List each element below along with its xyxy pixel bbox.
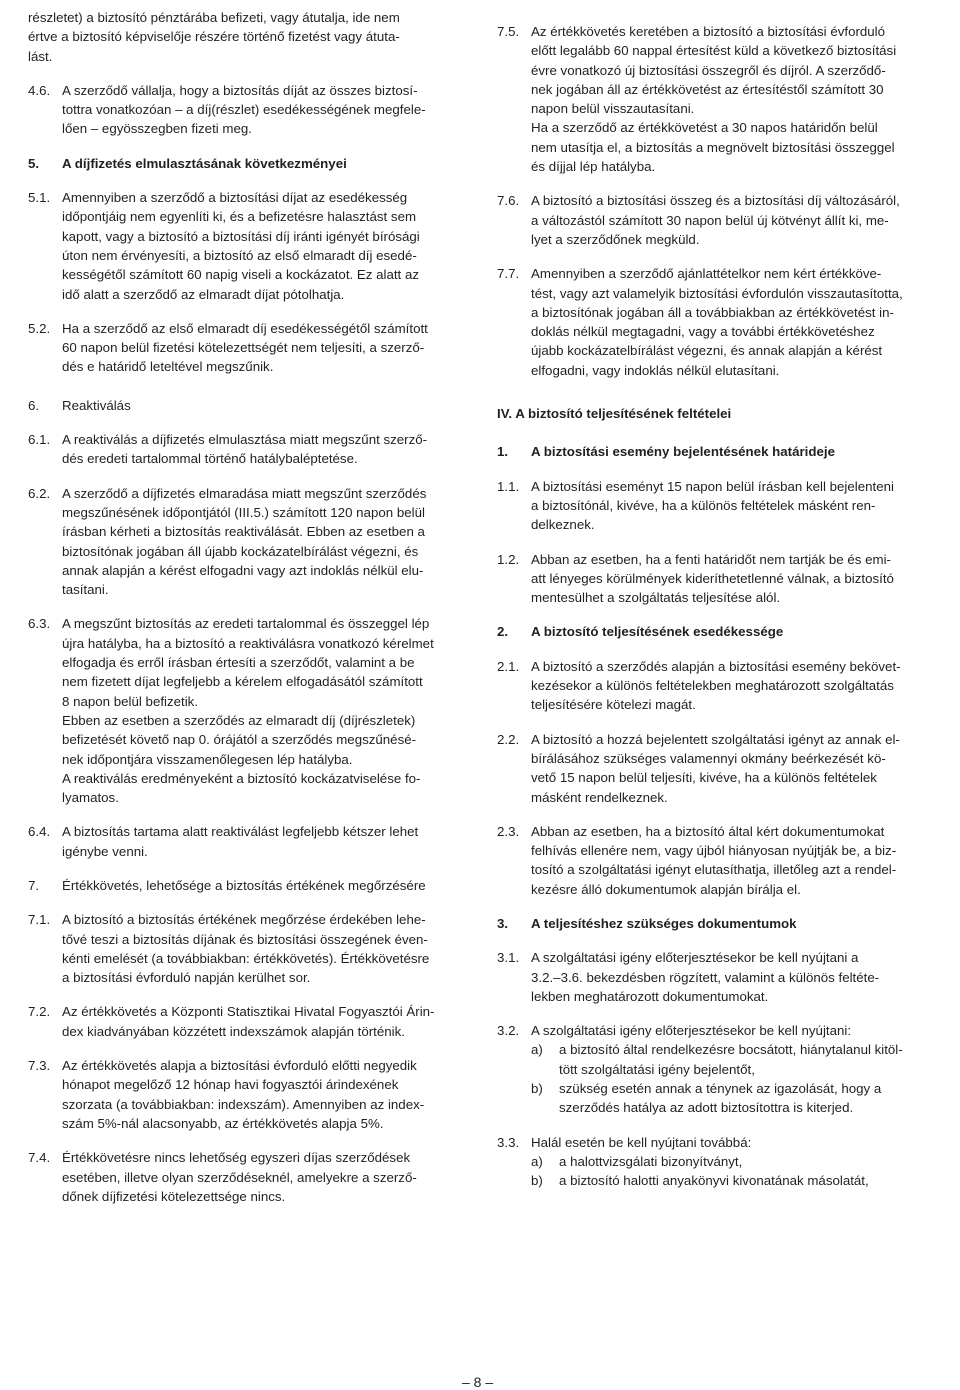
text-line: a biztosítónál, kivéve, ha a különös feltételek másként ren- xyxy=(531,497,876,513)
section-title: A biztosítási esemény bejelentésének határideje xyxy=(531,444,835,460)
paragraph-3-2 xyxy=(497,1021,937,1117)
paragraph-number: 2.3. xyxy=(497,823,520,839)
text-line: elfogadja és erről írásban értesíti a szerződőt, valamint a be xyxy=(62,655,415,671)
list-item xyxy=(531,1171,937,1190)
text-line: tést, vagy azt valamelyik biztosítási évfordulón visszautasította, xyxy=(531,285,903,301)
paragraph-6-3 xyxy=(28,614,468,807)
paragraph-7-1 xyxy=(28,910,468,987)
text-line: idő alatt a szerződő az elmaradt díjat pótolhatja. xyxy=(62,286,345,302)
text-line: Ebben az esetben a szerződés az elmaradt díj (díjrészletek) xyxy=(62,712,416,728)
paragraph-number: 6.3. xyxy=(28,616,51,632)
paragraph-6-2 xyxy=(28,484,468,600)
text-line: att lényeges körülmények kideríthetetlenné válnak, a biztosító xyxy=(531,570,894,586)
text-line: dex kiadványában közzétett indexszámok alapján történik. xyxy=(62,1023,405,1039)
paragraph-number: 4.6. xyxy=(28,82,51,98)
text-line: előtt legalább 60 nappal értesítést küld a következő biztosítási xyxy=(531,43,897,59)
text-line: Amennyiben a szerződő a biztosítási díjat az esedékesség xyxy=(62,190,408,206)
text-line: úton nem érvényesíti, a biztosító az első elmaradt díj esedé- xyxy=(62,247,417,263)
paragraph-7-6 xyxy=(497,191,937,249)
text-line: lyet a szerződőnek megküld. xyxy=(531,231,700,247)
text-line: Az értékkövetés keretében a biztosító a biztosítási évforduló xyxy=(531,24,886,39)
text-line: A reaktiválás eredményeként a biztosító kockázatviselése fo- xyxy=(62,770,421,786)
list-item xyxy=(531,1152,937,1171)
text-line: dés eredeti tartalommal történő hatálybaléptetése. xyxy=(62,451,358,467)
text-line: részletet) a biztosító pénztárába befizeti, vagy átutalja, ide nem xyxy=(28,10,400,25)
paragraph-2-3 xyxy=(497,822,937,899)
list-marker: a) xyxy=(531,1042,543,1058)
paragraph-number: 3.1. xyxy=(497,950,520,966)
paragraph-5-2 xyxy=(28,319,468,377)
paragraph-7-3 xyxy=(28,1056,468,1133)
text-line: biztosítónak jogában áll újabb kockázatelbírálást végezni, és xyxy=(62,543,419,559)
text-line: lyamatos. xyxy=(62,790,119,806)
text-line: nek jogában áll az értékkövetést az értesítéstől számított 30 xyxy=(531,81,884,97)
paragraph-3-1 xyxy=(497,948,937,1006)
text-line: tosító a szolgáltatási igényt elutasíthatja, illetőleg azt a rendel- xyxy=(531,862,897,878)
text-line: évre vonatkozó új biztosítási összegről és díjról. A szerződő- xyxy=(531,62,886,78)
section-number: 5. xyxy=(28,155,40,171)
text-line: időpontjáig nem egyenlíti ki, és a befizetésre halasztást sem xyxy=(62,209,417,225)
section-title: A biztosító teljesítésének esedékessége xyxy=(531,624,784,640)
paragraph-7-5 xyxy=(497,22,937,176)
paragraph-number: 6.1. xyxy=(28,432,51,448)
text-line: tővé teszi a biztosítás díjának és biztosítási összegének éven- xyxy=(62,931,428,947)
text-line: a biztosítási évforduló napján kerülhet sor. xyxy=(62,970,311,986)
section-heading-3 xyxy=(497,914,937,933)
right-column xyxy=(497,22,937,1191)
paragraph-number: 7.2. xyxy=(28,1004,51,1020)
list-item xyxy=(531,1079,937,1118)
paragraph-number: 7.5. xyxy=(497,24,520,39)
text-line: Amennyiben a szerződő ajánlattételkor nem kért értékköve- xyxy=(531,266,882,282)
text-line: mentesülhet a szolgáltatás teljesítése alól. xyxy=(531,590,781,606)
text-line: kezésre álló dokumentumok alapján bírálja el. xyxy=(531,881,801,897)
section-number: 6. xyxy=(28,397,40,413)
section-heading-5 xyxy=(28,154,468,173)
text-line: A biztosító a biztosítási összeg és a biztosítási díj változásáról, xyxy=(531,193,900,209)
text-line: lást. xyxy=(28,48,53,64)
text-line: A biztosító a hozzá bejelentett szolgáltatási igényt az annak el- xyxy=(531,731,900,747)
paragraph-number: 7.6. xyxy=(497,193,520,209)
text-line: kénti emelését (a továbbiakban: értékkövetés). Értékkövetésre xyxy=(62,950,430,966)
text-line: igénybe venni. xyxy=(62,843,148,859)
text-line: annak alapján a kérést elfogadni vagy azt indoklás nélkül elu- xyxy=(62,562,424,578)
text-line: nem utasítja el, a biztosítás a megnövelt biztosítási összeggel xyxy=(531,139,895,155)
text-line: Az értékkövetés a Központi Statisztikai Hivatal Fogyasztói Árin- xyxy=(62,1004,435,1020)
text-line: A megszűnt biztosítás az eredeti tartalommal és összeggel lép xyxy=(62,616,430,632)
paragraph-6-4 xyxy=(28,822,468,861)
paragraph-2-2 xyxy=(497,730,937,807)
text-line: A szerződő a díjfizetés elmaradása miatt megszűnt szerződés xyxy=(62,485,427,501)
text-line: Abban az esetben, ha a fenti határidőt nem tartják be és emi- xyxy=(531,551,891,567)
text-line: a halottvizsgálati bizonyítványt, xyxy=(559,1153,743,1169)
text-line: A biztosító a szerződés alapján a biztosítási esemény bekövet- xyxy=(531,658,901,674)
text-line: dőnek díjfizetési kötelezettsége nincs. xyxy=(62,1188,286,1204)
text-line: elfogadni, vagy indoklás nélkül elutasítani. xyxy=(531,362,780,378)
text-line: vető 15 napon belül teljesíti, kivéve, ha a különös feltételek xyxy=(531,770,877,786)
section-heading-7 xyxy=(28,876,468,895)
text-line: szám 5%-nál alacsonyabb, az értékkövetés alapja 5%. xyxy=(62,1115,384,1131)
text-line: Abban az esetben, ha a biztosító által kért dokumentumokat xyxy=(531,823,885,839)
text-line: és díjjal lép hatályba. xyxy=(531,159,656,175)
paragraph-4-6 xyxy=(28,81,468,139)
paragraph-number: 5.1. xyxy=(28,190,51,206)
list-marker: a) xyxy=(531,1153,543,1169)
paragraph-5-1 xyxy=(28,188,468,304)
text-line: A biztosítási eseményt 15 napon belül írásban kell bejelenteni xyxy=(531,478,894,494)
paragraph-6-1 xyxy=(28,430,468,469)
text-line: felhívás ellenére nem, vagy újból hiányosan nyújtják be, a biz- xyxy=(531,843,897,859)
text-line: a biztosító által rendelkezésre bocsátott, hiánytalanul kitöl- xyxy=(559,1042,903,1058)
text-line: doklás nélkül megtagadni, vagy a további értékkövetéshez xyxy=(531,324,875,340)
section-number: 7. xyxy=(28,877,40,893)
section-title: A teljesítéshez szükséges dokumentumok xyxy=(531,915,797,931)
chapter-heading-iv: IV. A biztosító teljesítésének feltételei xyxy=(497,406,732,422)
text-line: értve a biztosító képviselője részére történő fizetést vagy átuta- xyxy=(28,29,400,45)
paragraph-3-3 xyxy=(497,1133,937,1191)
text-line: 3.2.–3.6. bekezdésben rögzített, valamint a különös feltéte- xyxy=(531,969,880,985)
paragraph-number: 7.1. xyxy=(28,912,51,928)
paragraph-number: 6.2. xyxy=(28,485,51,501)
text-line: újabb kockázatelbírálást végezni, és annak alapján a kérést xyxy=(531,343,883,359)
paragraph-number: 1.2. xyxy=(497,551,520,567)
list-item xyxy=(531,1040,937,1079)
section-heading-6 xyxy=(28,396,468,415)
paragraph-number: 6.4. xyxy=(28,824,51,840)
text-line: A szerződő vállalja, hogy a biztosítás díját az összes biztosí- xyxy=(62,82,418,98)
text-line: tött szolgáltatási igény bejelentőt, xyxy=(559,1061,755,1077)
text-line: A reaktiválás a díjfizetés elmulasztása miatt megszűnt szerző- xyxy=(62,432,428,448)
text-line: kapott, vagy a biztosító a biztosítási díj iránti igényét bírósági xyxy=(62,228,420,244)
text-line: Ha a szerződő az első elmaradt díj esedékességétől számított xyxy=(62,320,428,336)
section-number: 2. xyxy=(497,624,509,640)
text-line: nem fizetett díjat legfeljebb a kérelem elfogadásától számított xyxy=(62,674,423,690)
text-line: a biztosító halotti anyakönyvi kivonatának másolatát, xyxy=(559,1173,869,1189)
text-line: Az értékkövetés alapja a biztosítási évforduló előtti negyedik xyxy=(62,1058,417,1074)
paragraph-7-7 xyxy=(497,264,937,380)
section-title: A díjfizetés elmulasztásának következményei xyxy=(62,155,347,171)
text-line: delkeznek. xyxy=(531,517,595,533)
section-number: 1. xyxy=(497,444,509,460)
text-line: szükség esetén annak a ténynek az igazolását, hogy a xyxy=(559,1081,882,1097)
text-line: megszűnésének időpontjától (III.5.) számított 120 napon belül xyxy=(62,504,425,520)
section-number: 3. xyxy=(497,915,509,931)
text-line: a biztosítónak jogában áll a továbbiakban az értékkövetést in- xyxy=(531,304,894,320)
paragraph-7-4 xyxy=(28,1148,468,1206)
text-line: Értékkövetésre nincs lehetőség egyszeri díjas szerződések xyxy=(62,1150,411,1166)
text-line: 60 napon belül fizetési kötelezettségét nem teljesíti, a szerző- xyxy=(62,340,425,356)
text-line: nek időpontjára visszamenőlegesen lép hatályba. xyxy=(62,751,353,767)
paragraph-number: 5.2. xyxy=(28,320,51,336)
paragraph-intro xyxy=(28,8,468,66)
text-line: napon belül visszautasítani. xyxy=(531,101,695,117)
text-line: lekben meghatározott dokumentumokat. xyxy=(531,988,769,1004)
paragraph-number: 2.1. xyxy=(497,658,520,674)
text-line: a változástól számított 30 napon belül új kötvényt állít ki, me- xyxy=(531,212,889,228)
paragraph-number: 7.7. xyxy=(497,266,520,282)
text-line: másként rendelkeznek. xyxy=(531,789,668,805)
text-line: tottra vonatkozóan – a díj(részlet) esedékességének megfele- xyxy=(62,102,426,118)
text-line: szerződés hatálya az adott biztosítottra is kiterjed. xyxy=(559,1100,854,1116)
section-heading-1 xyxy=(497,442,937,461)
paragraph-number: 3.3. xyxy=(497,1134,520,1150)
text-line: hónapot megelőző 12 hónap havi fogyasztói árindexének xyxy=(62,1077,399,1093)
text-line: lően – egyösszegben fizeti meg. xyxy=(62,121,252,137)
paragraph-1-1 xyxy=(497,477,937,535)
text-line: bírálásához szükséges valamennyi okmány beérkezését kö- xyxy=(531,750,886,766)
text-line: szorzata (a továbbiakban: indexszám). Amennyiben az index- xyxy=(62,1096,425,1112)
page-number: – 8 – xyxy=(462,1374,494,1390)
text-line: esetében, illetve olyan szerződéseknél, amelyekre a szerző- xyxy=(62,1169,417,1185)
text-line: A szolgáltatási igény előterjesztésekor be kell nyújtani a xyxy=(531,950,859,966)
paragraph-number: 7.4. xyxy=(28,1150,51,1166)
text-line: A biztosítás tartama alatt reaktiválást legfeljebb kétszer lehet xyxy=(62,824,419,840)
paragraph-number: 2.2. xyxy=(497,731,520,747)
text-line: tasítani. xyxy=(62,582,109,598)
text-line: befizetését követő nap 0. órájától a szerződés megszűnésé- xyxy=(62,732,417,748)
text-line: Ha a szerződő az értékkövetést a 30 napos határidőn belül xyxy=(531,120,878,136)
section-title: Reaktiválás xyxy=(62,397,131,413)
left-column xyxy=(28,8,468,1206)
text-line: Halál esetén be kell nyújtani továbbá: xyxy=(531,1134,752,1150)
text-line: A szolgáltatási igény előterjesztésekor be kell nyújtani: xyxy=(531,1023,852,1039)
text-line: írásban kérheti a biztosítás reaktiválását. Ebben az esetben a xyxy=(62,524,425,540)
paragraph-7-2 xyxy=(28,1002,468,1041)
section-heading-2 xyxy=(497,622,937,641)
text-line: kezésekor a különös feltételekben meghatározott szolgáltatás xyxy=(531,678,894,694)
paragraph-number: 3.2. xyxy=(497,1023,520,1039)
text-line: A biztosító a biztosítás értékének megőrzése érdekében lehe- xyxy=(62,912,426,928)
list-marker: b) xyxy=(531,1081,543,1097)
text-line: dés e határidő leteltével megszűnik. xyxy=(62,359,274,375)
text-line: kességétől számított 60 napig viseli a kockázatot. Ez alatt az xyxy=(62,267,419,283)
paragraph-1-2 xyxy=(497,550,937,608)
text-line: 8 napon belül befizetik. xyxy=(62,693,199,709)
section-title: Értékkövetés, lehetősége a biztosítás értékének megőrzésére xyxy=(62,877,426,893)
text-line: újra hatályba, ha a biztosító a reaktiválásra vonatkozó kérelmet xyxy=(62,635,434,651)
paragraph-number: 1.1. xyxy=(497,478,520,494)
list-marker: b) xyxy=(531,1173,543,1189)
paragraph-2-1 xyxy=(497,657,937,715)
text-line: teljesítésére kötelezi magát. xyxy=(531,697,696,713)
paragraph-number: 7.3. xyxy=(28,1058,51,1074)
